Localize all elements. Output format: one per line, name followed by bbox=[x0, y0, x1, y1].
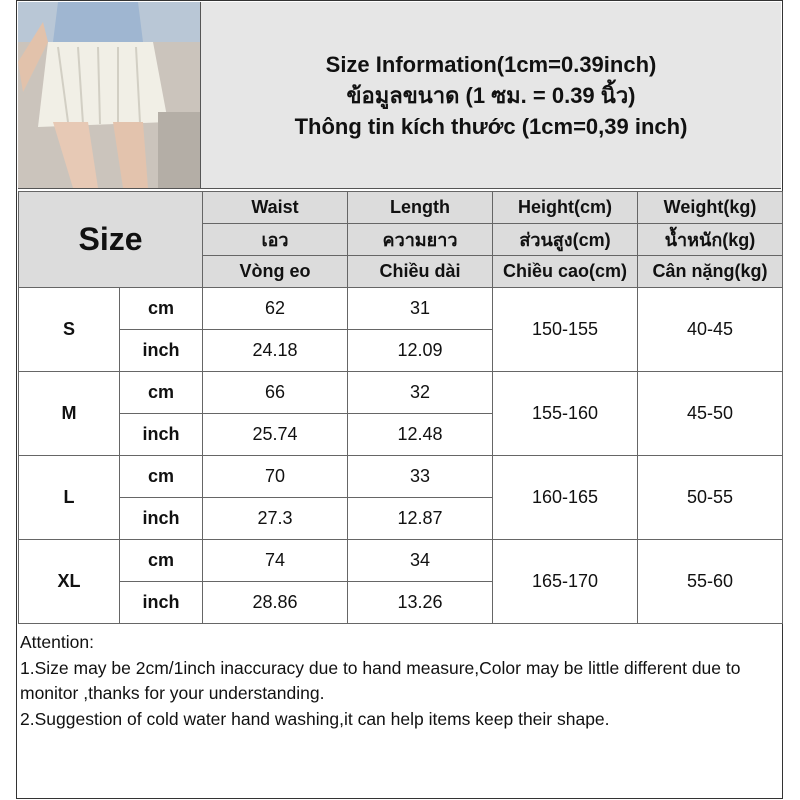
waist-cm-value: 66 bbox=[203, 372, 348, 414]
product-photo bbox=[18, 2, 201, 189]
height-value: 150-155 bbox=[493, 288, 638, 372]
height-value: 160-165 bbox=[493, 456, 638, 540]
weight-value: 50-55 bbox=[638, 456, 783, 540]
height-value: 155-160 bbox=[493, 372, 638, 456]
height-header-vi: Chiều cao(cm) bbox=[493, 256, 638, 288]
table-row bbox=[19, 372, 783, 414]
size-column-header: Size bbox=[19, 192, 203, 288]
attention-note-1: 1.Size may be 2cm/1inch inaccuracy due to hand measure,Color may be little different due to monitor ,thanks for your understanding. bbox=[20, 657, 741, 703]
length-header-vi: Chiều dài bbox=[348, 256, 493, 288]
skirt-photo-image bbox=[18, 2, 200, 188]
size-label: M bbox=[19, 372, 120, 456]
length-header-th: ความยาว bbox=[348, 224, 493, 256]
waist-cm-value: 62 bbox=[203, 288, 348, 330]
attention-title: Attention: bbox=[20, 632, 94, 652]
header-line-thai: ข้อมูลขนาด (1 ซม. = 0.39 นิ้ว) bbox=[346, 82, 636, 108]
length-cm-value: 34 bbox=[348, 540, 493, 582]
header-line-english: Size Information(1cm=0.39inch) bbox=[325, 51, 657, 77]
height-value: 165-170 bbox=[493, 540, 638, 624]
height-header-th: ส่วนสูง(cm) bbox=[493, 224, 638, 256]
length-inch-value: 12.87 bbox=[348, 498, 493, 540]
weight-header-th: น้ำหนัก(kg) bbox=[638, 224, 783, 256]
size-label: L bbox=[19, 456, 120, 540]
waist-inch-value: 25.74 bbox=[203, 414, 348, 456]
length-cm-value: 31 bbox=[348, 288, 493, 330]
weight-value: 45-50 bbox=[638, 372, 783, 456]
unit-label: inch bbox=[120, 582, 203, 624]
length-inch-value: 12.48 bbox=[348, 414, 493, 456]
size-label: S bbox=[19, 288, 120, 372]
unit-label: inch bbox=[120, 330, 203, 372]
weight-header-en: Weight(kg) bbox=[638, 192, 783, 224]
attention-note-2: 2.Suggestion of cold water hand washing,it can help items keep their shape. bbox=[20, 708, 610, 729]
weight-header-vi: Cân nặng(kg) bbox=[638, 256, 783, 288]
attention-notes bbox=[20, 630, 780, 732]
unit-label: cm bbox=[120, 288, 203, 330]
unit-label: cm bbox=[120, 540, 203, 582]
size-table bbox=[18, 191, 783, 624]
waist-header-vi: Vòng eo bbox=[203, 256, 348, 288]
waist-inch-value: 27.3 bbox=[203, 498, 348, 540]
waist-inch-value: 24.18 bbox=[203, 330, 348, 372]
waist-header-th: เอว bbox=[203, 224, 348, 256]
table-row bbox=[19, 288, 783, 330]
size-info-header bbox=[201, 2, 781, 189]
length-inch-value: 12.09 bbox=[348, 330, 493, 372]
header-line-vietnamese: Thông tin kích thước (1cm=0,39 inch) bbox=[294, 113, 688, 139]
length-header-en: Length bbox=[348, 192, 493, 224]
table-row bbox=[19, 540, 783, 582]
weight-value: 55-60 bbox=[638, 540, 783, 624]
waist-inch-value: 28.86 bbox=[203, 582, 348, 624]
unit-label: cm bbox=[120, 372, 203, 414]
waist-header-en: Waist bbox=[203, 192, 348, 224]
unit-label: inch bbox=[120, 414, 203, 456]
unit-label: inch bbox=[120, 498, 203, 540]
table-row bbox=[19, 456, 783, 498]
length-inch-value: 13.26 bbox=[348, 582, 493, 624]
waist-cm-value: 70 bbox=[203, 456, 348, 498]
size-label: XL bbox=[19, 540, 120, 624]
height-header-en: Height(cm) bbox=[493, 192, 638, 224]
weight-value: 40-45 bbox=[638, 288, 783, 372]
length-cm-value: 32 bbox=[348, 372, 493, 414]
waist-cm-value: 74 bbox=[203, 540, 348, 582]
length-cm-value: 33 bbox=[348, 456, 493, 498]
unit-label: cm bbox=[120, 456, 203, 498]
